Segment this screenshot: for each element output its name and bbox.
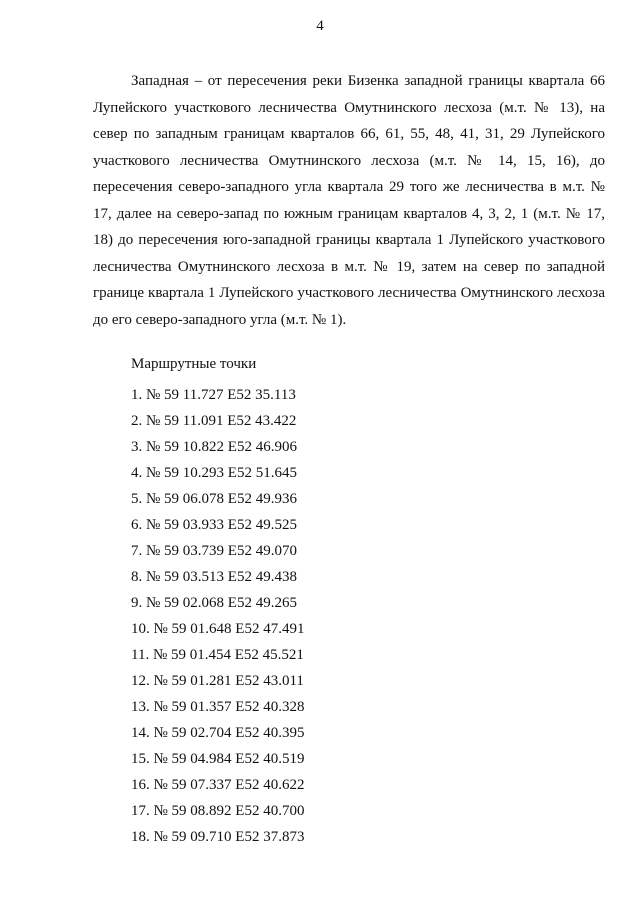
route-point: 10. № 59 01.648 E52 47.491 bbox=[131, 621, 305, 637]
route-point: 5. № 59 06.078 E52 49.936 bbox=[131, 491, 297, 507]
page-number: 4 bbox=[316, 18, 324, 34]
route-points-list bbox=[131, 382, 304, 850]
route-point: 14. № 59 02.704 E52 40.395 bbox=[131, 725, 305, 741]
route-point: 9. № 59 02.068 E52 49.265 bbox=[131, 595, 297, 611]
route-point: 1. № 59 11.727 E52 35.113 bbox=[131, 387, 296, 403]
route-point: 4. № 59 10.293 E52 51.645 bbox=[131, 465, 297, 481]
route-point: 8. № 59 03.513 E52 49.438 bbox=[131, 569, 297, 585]
route-point: 11. № 59 01.454 E52 45.521 bbox=[131, 647, 304, 663]
route-point: 2. № 59 11.091 E52 43.422 bbox=[131, 413, 297, 429]
route-point: 3. № 59 10.822 E52 46.906 bbox=[131, 439, 297, 455]
route-point: 12. № 59 01.281 E52 43.011 bbox=[131, 673, 304, 689]
route-point: 6. № 59 03.933 E52 49.525 bbox=[131, 517, 297, 533]
route-point: 17. № 59 08.892 E52 40.700 bbox=[131, 803, 305, 819]
route-points-heading: Маршрутные точки bbox=[131, 356, 257, 372]
route-point: 15. № 59 04.984 E52 40.519 bbox=[131, 751, 305, 767]
route-point: 16. № 59 07.337 E52 40.622 bbox=[131, 777, 305, 793]
route-point: 18. № 59 09.710 E52 37.873 bbox=[131, 829, 305, 845]
boundary-description: Западная – от пересечения реки Бизенка западной границы квартала 66 Лупейского участкового лесничества Омутнинского лесхоза (м.т. № 13), на север по западным границам кварталов 66, 61, 55, 48, 41, 31, 29 Лупейского участкового лесничества Омутнинского лесхоза (м.т. № 14, 15, 16), до пересечения северо-западного угла квартала 29 того же лесничества в м.т. № 17, далее на северо-запад по южным границам кварталов 4, 3, 2, 1 (м.т. № 17, 18) до пересечения юго-западной границы квартала 1 Лупейского участкового лесничества Омутнинского лесхоза в м.т. № 19, затем на север по западной границе квартала 1 Лупейского участкового лесничества Омутнинского лесхоза до его северо-западного угла (м.т. № 1). bbox=[93, 73, 605, 328]
route-point: 7. № 59 03.739 E52 49.070 bbox=[131, 543, 297, 559]
route-point: 13. № 59 01.357 E52 40.328 bbox=[131, 699, 305, 715]
